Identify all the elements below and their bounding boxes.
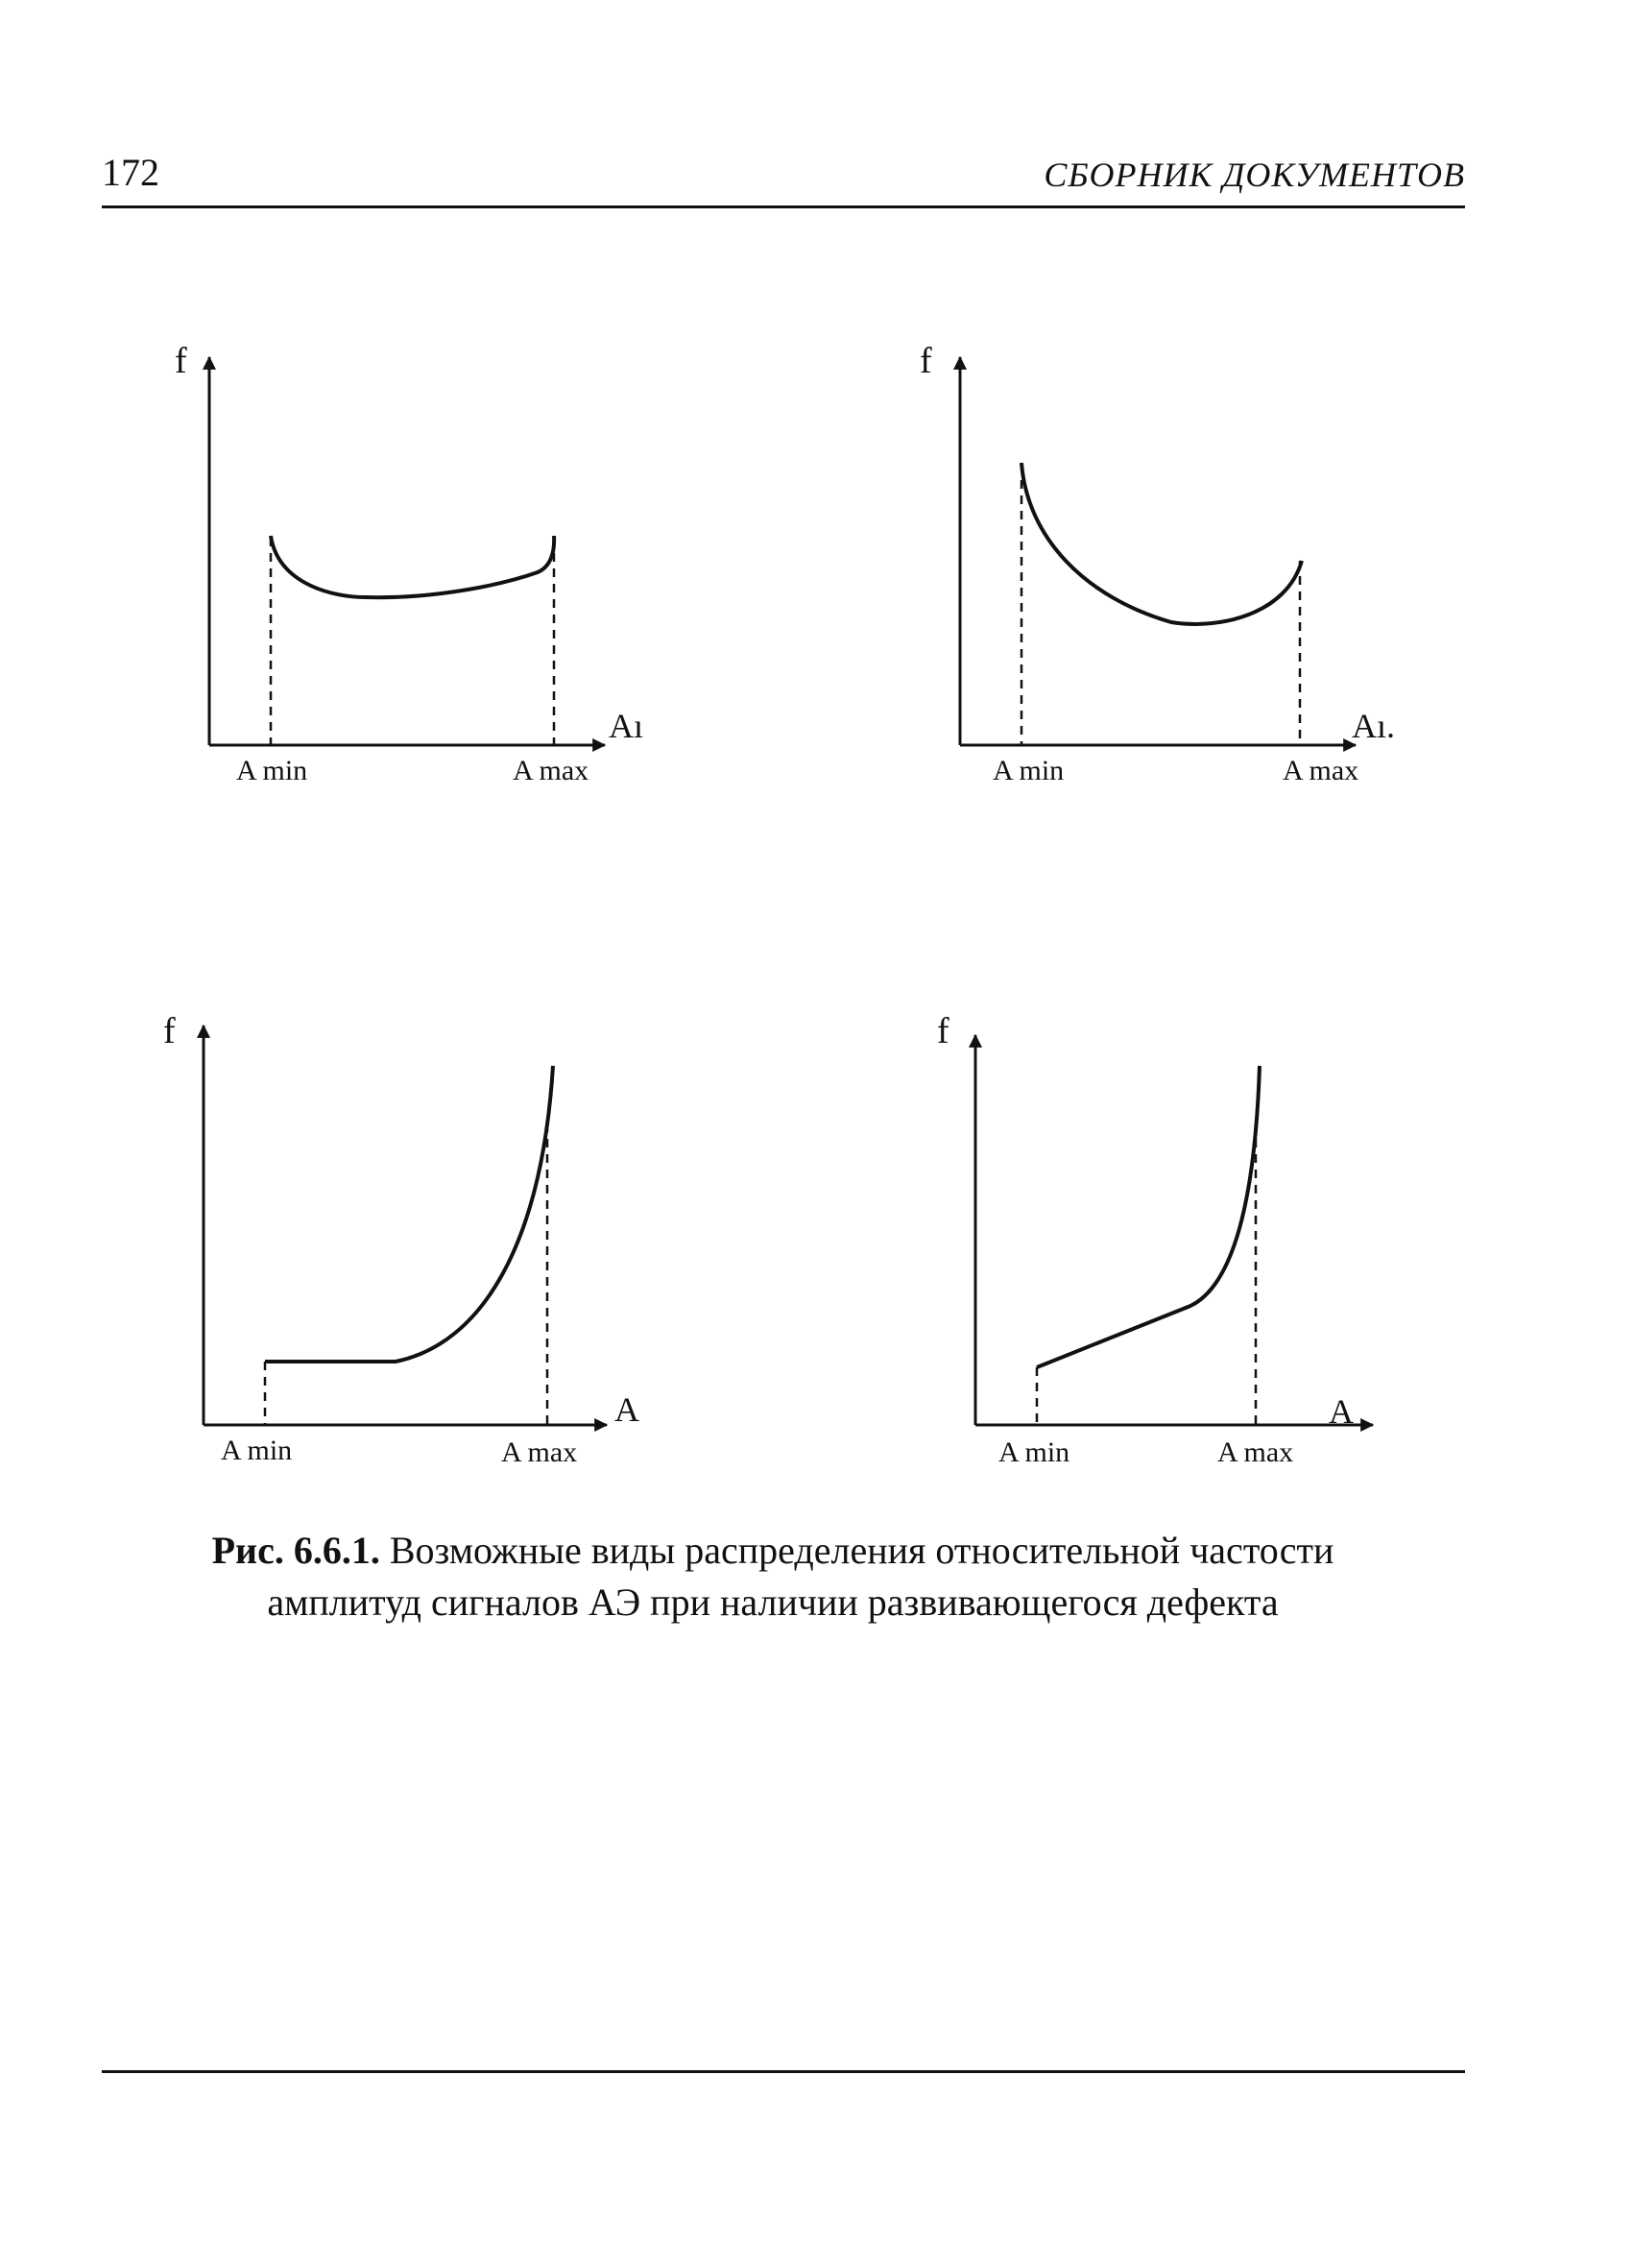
y-axis-label: f xyxy=(937,1011,949,1051)
y-axis-label: f xyxy=(163,1011,176,1051)
distribution-curve xyxy=(1021,463,1302,624)
figure-number: Рис. 6.6.1. xyxy=(211,1529,380,1572)
a-max-label: A max xyxy=(1217,1436,1294,1468)
a-min-label: A min xyxy=(236,755,308,786)
distribution-curve xyxy=(1037,1066,1260,1367)
a-max-label: A max xyxy=(501,1436,578,1468)
a-min-label: A min xyxy=(221,1435,293,1466)
y-axis-label: f xyxy=(920,341,932,381)
distribution-curve xyxy=(271,536,554,597)
panel-top-right xyxy=(920,341,1395,786)
y-axis-label: f xyxy=(175,341,187,381)
panel-bottom-right xyxy=(937,1011,1373,1468)
page-number: 172 xyxy=(102,151,159,194)
a-max-label: A max xyxy=(1283,755,1359,786)
running-head: СБОРНИК ДОКУМЕНТОВ xyxy=(1044,156,1465,194)
x-axis-label: Aı. xyxy=(1352,707,1395,745)
footer-rule xyxy=(102,2070,1465,2073)
panel-top-left xyxy=(175,341,643,786)
x-axis-label: Aı xyxy=(609,707,643,745)
caption-text-1: Возможные виды распределения относительной частости xyxy=(389,1529,1334,1572)
a-min-label: A min xyxy=(998,1436,1070,1468)
x-axis-label: A xyxy=(1329,1392,1354,1431)
caption-line-1 xyxy=(144,1525,1402,1577)
a-min-label: A min xyxy=(993,755,1065,786)
caption-line-2: амплитуд сигналов АЭ при наличии развивающегося дефекта xyxy=(267,1580,1279,1624)
panel-bottom-left xyxy=(163,1011,639,1468)
distribution-curve xyxy=(265,1066,553,1362)
a-max-label: A max xyxy=(513,755,589,786)
x-axis-label: A xyxy=(614,1390,639,1429)
figure-caption xyxy=(144,1525,1402,1629)
